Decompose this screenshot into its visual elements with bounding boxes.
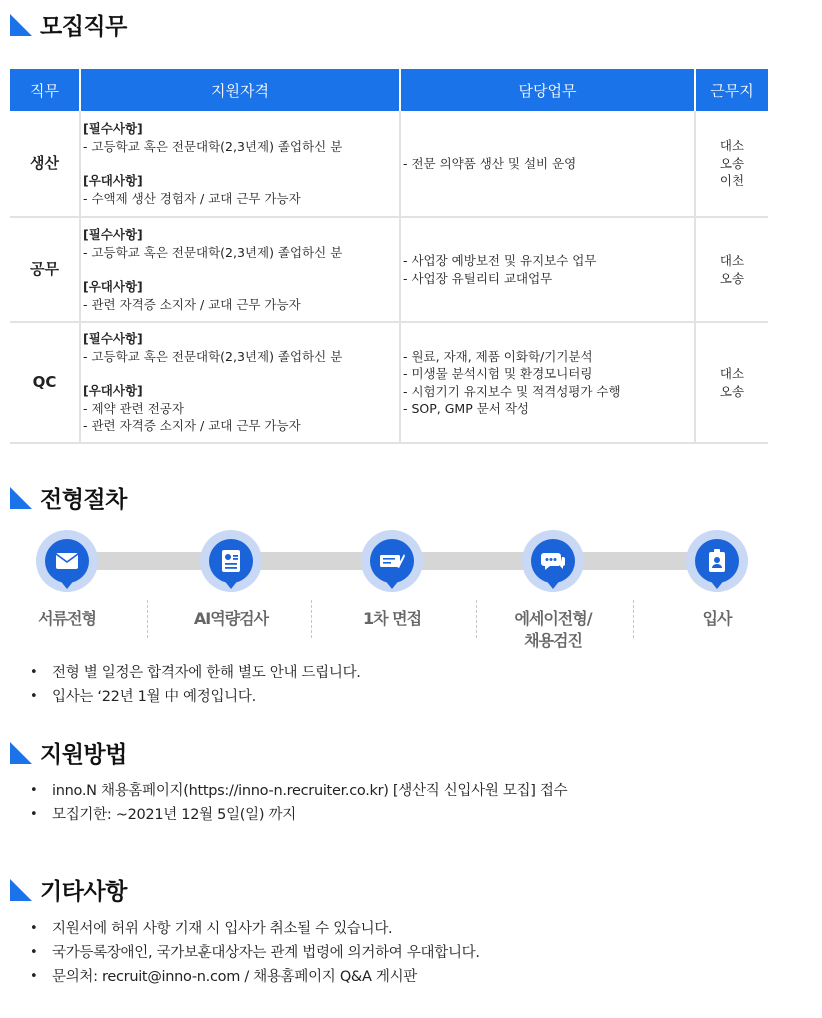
step-divider: [147, 600, 148, 638]
list-item: • 국가등록장애인, 국가보훈대상자는 관계 법령에 의거하여 우대합니다.: [30, 941, 480, 965]
step-pin: [686, 530, 748, 592]
required-item: - 고등학교 혹은 전문대학(2,3년제) 졸업하신 분: [83, 348, 343, 364]
step-pin: [36, 530, 98, 592]
location-item: 오송: [719, 155, 745, 171]
location-item: 대소: [719, 366, 745, 381]
preferred-item: - 관련 자격증 소지자 / 교대 근무 가능자: [83, 296, 301, 312]
location-item: 대소: [719, 138, 745, 154]
duty-item: - 사업장 예방보전 및 유지보수 업무: [403, 253, 597, 268]
triangle-marker-icon: [10, 14, 32, 36]
chat-bubble-icon: [531, 539, 575, 583]
preferred-heading: [우대사항]: [83, 279, 143, 294]
required-item: - 고등학교 혹은 전문대학(2,3년제) 졸업하신 분: [83, 244, 343, 260]
qualification-cell: [80, 322, 400, 443]
apply-title: 지원방법: [40, 742, 127, 768]
location-cell: [695, 322, 768, 443]
interview-card-icon: [370, 539, 414, 583]
etc-title: 기타사항: [40, 879, 127, 905]
step-label: 입사: [702, 609, 732, 628]
location-cell: [695, 111, 768, 217]
recruit-section-heading: [10, 8, 127, 41]
step-label-line2: 채용검진: [524, 631, 582, 650]
process-notes: [30, 661, 361, 709]
step-pin: [200, 530, 262, 592]
header-duties: 담당업무: [400, 69, 695, 111]
duty-item: - 원료, 자재, 제품 이화학/기기분석: [403, 348, 593, 364]
job-table: [10, 69, 768, 444]
process-steps: [0, 530, 822, 660]
required-heading: [필수사항]: [83, 121, 143, 136]
preferred-item: - 수액제 생산 경험자 / 교대 근무 가능자: [83, 190, 301, 206]
duty-item: - 시험기기 유지보수 및 적격성평가 수행: [403, 383, 621, 399]
step-label: 1차 면접: [362, 609, 422, 628]
process-title: 전형절차: [40, 487, 127, 513]
job-name: QC: [10, 322, 80, 443]
table-row: [10, 217, 768, 322]
triangle-marker-icon: [10, 487, 32, 509]
location-item: 대소: [719, 253, 745, 268]
id-badge-icon: [695, 539, 739, 583]
step-label: AI역량검사: [193, 609, 269, 628]
preferred-item: - 관련 자격증 소지자 / 교대 근무 가능자: [83, 418, 301, 434]
table-row: [10, 322, 768, 443]
step-essay-checkup: [493, 530, 613, 652]
etc-section-heading: [10, 873, 127, 906]
required-heading: [필수사항]: [83, 331, 143, 347]
document-profile-icon: [209, 539, 253, 583]
qualification-cell: [80, 217, 400, 322]
header-job: 직무: [10, 69, 80, 111]
list-item: • 문의처: recruit@inno-n.com / 채용홈페이지 Q&A 게시판: [30, 965, 480, 989]
duties-cell: [400, 322, 695, 443]
duties-cell: [400, 217, 695, 322]
list-item: • 지원서에 허위 사항 기재 시 입사가 취소될 수 있습니다.: [30, 917, 480, 941]
apply-list: [30, 779, 567, 827]
preferred-heading: [우대사항]: [83, 383, 143, 399]
step-first-interview: [332, 530, 452, 630]
job-name: 공무: [10, 217, 80, 322]
step-divider: [633, 600, 634, 638]
process-section-heading: [10, 481, 127, 514]
step-divider: [311, 600, 312, 638]
list-item: • 전형 별 일정은 합격자에 한해 별도 안내 드립니다.: [30, 661, 361, 685]
preferred-heading: [우대사항]: [83, 173, 143, 188]
list-item: • inno.N 채용홈페이지(https://inno-n.recruiter.co.kr) [생산직 신입사원 모집] 접수: [30, 779, 567, 803]
preferred-item: - 제약 관련 전공자: [83, 400, 184, 416]
recruit-title: 모집직무: [40, 14, 127, 40]
step-pin: [361, 530, 423, 592]
envelope-icon: [45, 539, 89, 583]
required-heading: [필수사항]: [83, 227, 143, 242]
required-item: - 고등학교 혹은 전문대학(2,3년제) 졸업하신 분: [83, 138, 343, 154]
step-label: 서류전형: [38, 609, 96, 628]
step-label: [493, 608, 613, 652]
table-row: [10, 111, 768, 217]
duty-item: - 미생물 분석시험 및 환경모니터링: [403, 366, 593, 381]
triangle-marker-icon: [10, 742, 32, 764]
header-qualification: 지원자격: [80, 69, 400, 111]
duty-item: - 사업장 유틸리티 교대업무: [403, 270, 553, 286]
duty-item: - 전문 의약품 생산 및 설비 운영: [403, 155, 577, 171]
step-join: [657, 530, 777, 630]
location-item: 오송: [719, 270, 745, 286]
header-location: 근무지: [695, 69, 768, 111]
step-divider: [476, 600, 477, 638]
location-item: 이천: [719, 173, 745, 189]
table-header-row: [10, 69, 768, 111]
qualification-cell: [80, 111, 400, 217]
job-name: 생산: [10, 111, 80, 217]
list-item: • 입사는 ‘22년 1월 中 예정입니다.: [30, 685, 361, 709]
step-label-line1: 에세이전형/: [514, 609, 592, 628]
etc-list: [30, 917, 480, 989]
triangle-marker-icon: [10, 879, 32, 901]
location-item: 오송: [719, 383, 745, 399]
step-pin: [522, 530, 584, 592]
duties-cell: [400, 111, 695, 217]
step-ai-assessment: [171, 530, 291, 630]
apply-section-heading: [10, 736, 127, 769]
step-document-screening: [7, 530, 127, 630]
duty-item: - SOP, GMP 문서 작성: [403, 401, 529, 416]
location-cell: [695, 217, 768, 322]
list-item: • 모집기한: ~2021년 12월 5일(일) 까지: [30, 803, 567, 827]
